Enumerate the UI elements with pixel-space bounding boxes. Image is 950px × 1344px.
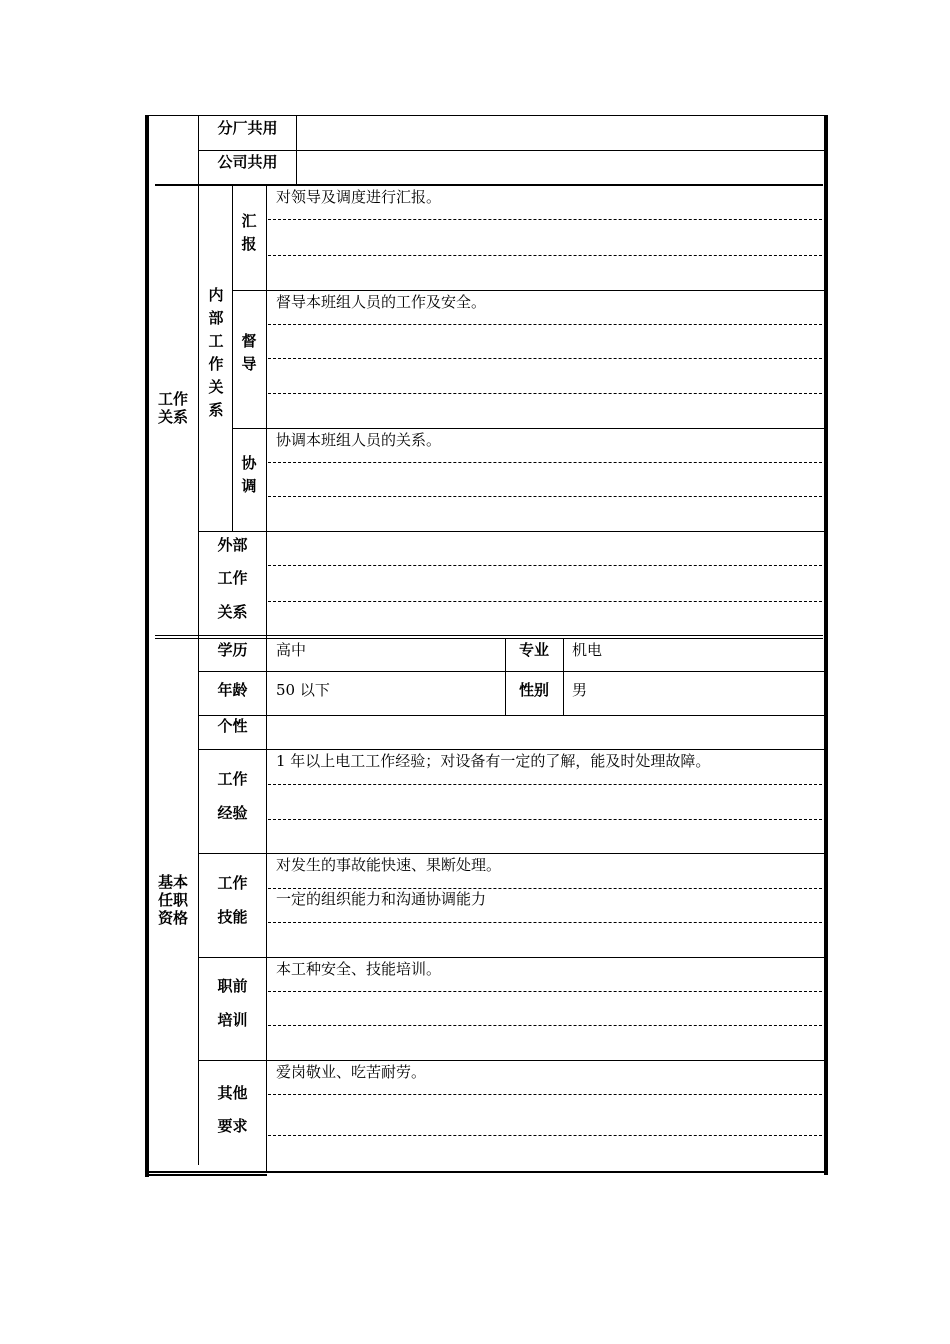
external-relations-label-2: 工作 (217, 569, 248, 587)
right-border (824, 115, 828, 1175)
work-relations-label: 工作 关系 (157, 390, 188, 426)
top-border (149, 115, 825, 116)
dash-line (268, 324, 822, 325)
age-label: 年龄 (217, 681, 248, 699)
coordinate-label: 协调 (241, 454, 257, 495)
coordinate-text: 协调本班组人员的关系。 (276, 431, 442, 449)
dash-line (268, 991, 822, 992)
row-line-experience (198, 853, 824, 854)
dash-line (268, 1094, 822, 1095)
report-text: 对领导及调度进行汇报。 (276, 188, 442, 206)
skills-text-2: 一定的组织能力和沟通协调能力 (276, 890, 487, 908)
dash-line (268, 601, 822, 602)
col-line-d (563, 638, 564, 715)
experience-label-1: 工作 (217, 770, 248, 788)
row-line-top (198, 150, 824, 151)
dash-line (268, 496, 822, 497)
left-border (145, 115, 149, 1177)
personality-label: 个性 (217, 717, 248, 735)
col-line-a (198, 115, 199, 1165)
experience-label-2: 经验 (217, 804, 248, 822)
row-line-coordinate (198, 531, 824, 532)
branch-share-label: 分厂共用 (217, 119, 278, 137)
dash-line (268, 922, 822, 923)
separator-2 (155, 635, 823, 636)
other-label-2: 要求 (217, 1117, 248, 1135)
skills-label-1: 工作 (217, 874, 248, 892)
separator-2b (155, 638, 823, 639)
row-line-training (198, 1060, 824, 1061)
separator-1 (155, 184, 823, 186)
dash-line (268, 358, 822, 359)
dash-line (268, 784, 822, 785)
skills-label-2: 技能 (217, 908, 248, 926)
education-label: 学历 (217, 641, 248, 659)
bottom-border-stub (149, 1174, 267, 1176)
qualifications-label: 基本 任职 资格 (157, 873, 188, 927)
col-line-internal (232, 186, 233, 531)
education-value: 高中 (276, 641, 307, 659)
external-relations-label-1: 外部 (217, 536, 248, 554)
row-line-edu (198, 671, 824, 672)
training-label-2: 培训 (217, 1011, 248, 1029)
row-line-age (198, 715, 824, 716)
gender-label: 性别 (518, 681, 549, 699)
gender-value: 男 (572, 681, 588, 699)
bottom-border (149, 1171, 825, 1173)
row-line-personality (198, 749, 824, 750)
dash-line (268, 219, 822, 220)
internal-relations-label: 内部工作关系 (208, 286, 224, 419)
row-line-skills (198, 957, 824, 958)
dash-line (268, 1135, 822, 1136)
col-line-c (505, 638, 506, 715)
age-value: 50 以下 (276, 681, 330, 699)
report-label: 汇报 (241, 212, 257, 253)
row-line-supervise (232, 428, 824, 429)
training-text: 本工种安全、技能培训。 (276, 960, 442, 978)
dash-line (268, 819, 822, 820)
major-label: 专业 (518, 641, 549, 659)
skills-text-1: 对发生的事故能快速、果断处理。 (276, 856, 502, 874)
dash-line (268, 1025, 822, 1026)
company-share-label: 公司共用 (217, 153, 278, 171)
dash-line (268, 565, 822, 566)
supervise-text: 督导本班组人员的工作及安全。 (276, 293, 487, 311)
experience-text: 1 年以上电工工作经验；对设备有一定的了解，能及时处理故障。 (276, 752, 711, 770)
dash-line (268, 462, 822, 463)
dash-line (268, 393, 822, 394)
supervise-label: 督导 (241, 332, 257, 373)
dash-line (268, 888, 822, 889)
col-line-b (266, 186, 267, 1171)
external-relations-label-3: 关系 (217, 603, 248, 621)
major-value: 机电 (572, 641, 603, 659)
other-label-1: 其他 (217, 1084, 248, 1102)
row-line-report (232, 290, 824, 291)
dash-line (268, 255, 822, 256)
training-label-1: 职前 (217, 977, 248, 995)
other-text: 爱岗敬业、吃苦耐劳。 (276, 1063, 427, 1081)
